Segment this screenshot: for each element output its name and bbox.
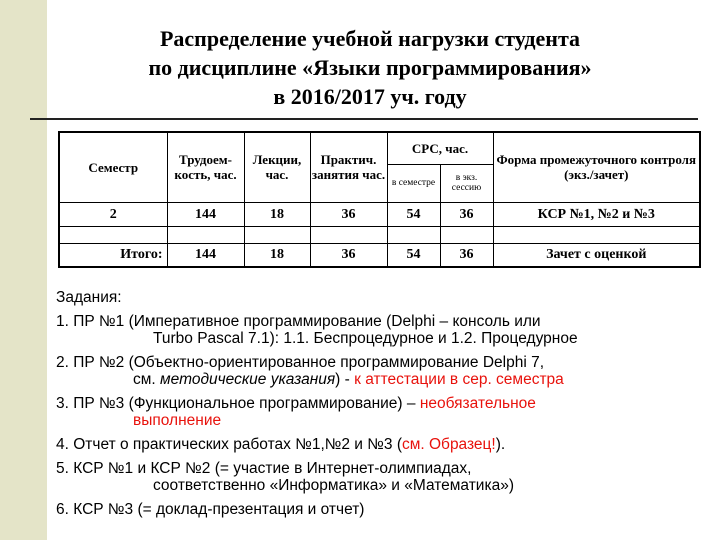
cell-srs-session: 36 bbox=[440, 202, 493, 226]
cell-labor: 144 bbox=[167, 243, 244, 267]
header-srs: СРС, час. bbox=[387, 132, 493, 164]
title-line-2: по дисциплине «Языки программирования» bbox=[148, 55, 592, 80]
workload-table bbox=[58, 131, 699, 268]
cell-srs-semester: 54 bbox=[387, 202, 440, 226]
header-control: Форма промежуточного контроля (экз./зачет) bbox=[493, 132, 700, 202]
task-item: 2. ПР №2 (Объектно-ориентированное программирование Delphi 7, см. методические указания) - к аттестации в сер. семестра bbox=[56, 354, 564, 388]
title-line-3: в 2016/2017 уч. году bbox=[273, 84, 467, 109]
cell-control: КСР №1, №2 и №3 bbox=[493, 202, 700, 226]
cell-practice: 36 bbox=[310, 202, 387, 226]
cell-labor: 144 bbox=[167, 202, 244, 226]
header-srs-semester: в семестре bbox=[387, 164, 440, 202]
header-labor: Трудоем-кость, час. bbox=[167, 132, 244, 202]
cell-practice: 36 bbox=[310, 243, 387, 267]
title-line-1: Распределение учебной нагрузки студента bbox=[159, 26, 581, 51]
slide-sidebar bbox=[0, 0, 47, 540]
header-semester: Семестр bbox=[59, 132, 167, 202]
table-row-empty bbox=[59, 226, 700, 243]
cell-srs-session: 36 bbox=[440, 243, 493, 267]
sample-link: см. Образец! bbox=[401, 436, 496, 453]
tasks-list bbox=[56, 289, 706, 525]
header-practice: Практич. занятия час. bbox=[310, 132, 387, 202]
methodical-link: методические указания bbox=[160, 371, 336, 388]
cell-srs-semester: 54 bbox=[387, 243, 440, 267]
cell-lectures: 18 bbox=[244, 202, 310, 226]
task-item: 3. ПР №3 (Функциональное программирование) – необязательное выполнение bbox=[56, 395, 536, 429]
cell-total-label: Итого: bbox=[59, 243, 167, 267]
task-item: 6. КСР №3 (= доклад-презентация и отчет) bbox=[56, 501, 365, 518]
slide-title bbox=[60, 24, 680, 111]
task-item: 5. КСР №1 и КСР №2 (= участие в Интернет-олимпиадах, соответственно «Информатика» и «Математика») bbox=[56, 460, 514, 494]
table-row bbox=[59, 202, 700, 226]
cell-control: Зачет с оценкой bbox=[493, 243, 700, 267]
tasks-heading: Задания: bbox=[56, 289, 122, 306]
header-lectures: Лекции, час. bbox=[244, 132, 310, 202]
header-srs-session: в экз. сессию bbox=[440, 164, 493, 202]
title-divider bbox=[30, 118, 698, 120]
cell-lectures: 18 bbox=[244, 243, 310, 267]
cell-semester: 2 bbox=[59, 202, 167, 226]
task-item: 4. Отчет о практических работах №1,№2 и №3 (см. Образец!). bbox=[56, 436, 506, 453]
table-row-total bbox=[59, 243, 700, 267]
task-item: 1. ПР №1 (Императивное программирование (Delphi – консоль или Turbo Pascal 7.1): 1.1. Беспроцедурное и 1.2. Процедурное bbox=[56, 313, 578, 347]
